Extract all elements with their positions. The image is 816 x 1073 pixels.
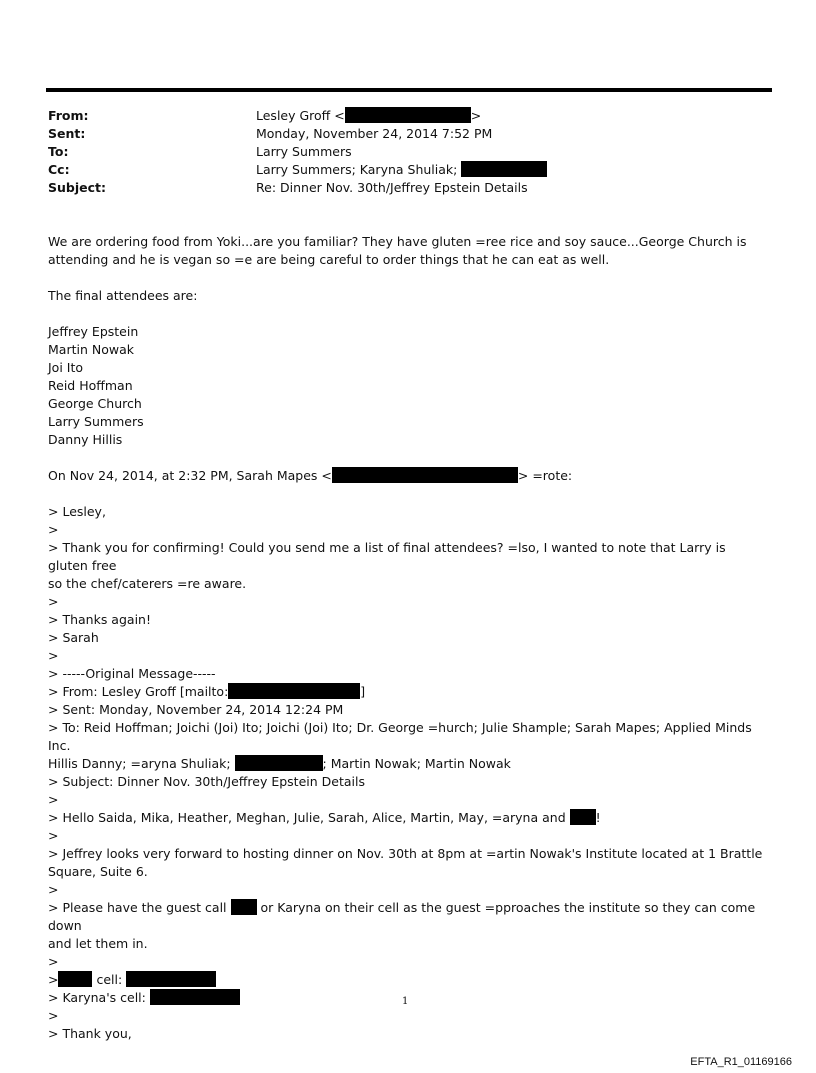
quoted-line: > cell: (48, 971, 768, 989)
quoted-line: > (48, 594, 59, 609)
quoted-line: > (48, 522, 59, 537)
quoted-line: and let them in. (48, 936, 148, 951)
quoted-line: > (48, 954, 59, 969)
to-row (48, 143, 547, 161)
body-text: attending and he is vegan so =e are being careful to order things that he can eat as well. (48, 252, 610, 267)
quoted-line: > (48, 828, 59, 843)
to-label: To: (48, 144, 69, 159)
quoted-line: > Lesley, (48, 504, 106, 519)
from-row (48, 107, 547, 125)
quoted-line: > Sent: Monday, November 24, 2014 12:24 PM (48, 702, 344, 717)
sent-row (48, 125, 547, 143)
quoted-line: Square, Suite 6. (48, 864, 148, 879)
quoted-line: > Sarah (48, 630, 99, 645)
attendee-item: Martin Nowak (48, 342, 134, 357)
quoted-line: > Thank you for confirming! Could you send me a list of final attendees? =lso, I wanted to note that Larry is gluten free (48, 540, 726, 573)
redaction-box (231, 899, 257, 915)
quoted-line: so the chef/caterers =re aware. (48, 576, 247, 591)
redaction-box (150, 989, 240, 1005)
email-header (48, 107, 547, 197)
redaction-box (461, 161, 547, 177)
quoted-line: > (48, 882, 59, 897)
quoted-line: > (48, 1008, 59, 1023)
redaction-box (126, 971, 216, 987)
quoted-line: > Subject: Dinner Nov. 30th/Jeffrey Epstein Details (48, 774, 365, 789)
quoted-line: Hillis Danny; =aryna Shuliak; ; Martin Nowak; Martin Nowak (48, 756, 511, 771)
quoted-line: > Hello Saida, Mika, Heather, Meghan, Julie, Sarah, Alice, Martin, May, =aryna and ! (48, 810, 601, 825)
redaction-box (235, 755, 323, 771)
quote-intro: On Nov 24, 2014, at 2:32 PM, Sarah Mapes < > =rote: (48, 468, 573, 483)
cc-row (48, 161, 547, 179)
quoted-line: > (48, 792, 59, 807)
quoted-line: > Karyna's cell: (48, 989, 768, 1007)
redaction-box (58, 971, 92, 987)
to-value: Larry Summers (256, 144, 352, 159)
redaction-box (345, 107, 471, 123)
header-rule (46, 88, 772, 92)
attendee-item: Larry Summers (48, 414, 144, 429)
page-number: 1 (402, 996, 409, 1007)
attendee-item: Reid Hoffman (48, 378, 133, 393)
redaction-box (570, 809, 596, 825)
quoted-line: > Please have the guest call or Karyna on their cell as the guest =pproaches the institute so they can come down (48, 900, 756, 933)
subject-label: Subject: (48, 180, 106, 195)
from-label: From: (48, 108, 89, 123)
from-value: Lesley Groff < > (256, 108, 482, 123)
quoted-line: > From: Lesley Groff [mailto: ] (48, 684, 366, 699)
sent-label: Sent: (48, 126, 86, 141)
quoted-line: > Thanks again! (48, 612, 151, 627)
quoted-line: > (48, 648, 59, 663)
quoted-line: > Jeffrey looks very forward to hosting dinner on Nov. 30th at 8pm at =artin Nowak's Institute located at 1 Brattle (48, 846, 763, 861)
quoted-line: > To: Reid Hoffman; Joichi (Joi) Ito; Joichi (Joi) Ito; Dr. George =hurch; Julie Shample; Sarah Mapes; Applied Minds Inc. (48, 720, 752, 753)
cc-label: Cc: (48, 162, 70, 177)
quoted-line: > Thank you, (48, 1026, 132, 1041)
sent-value: Monday, November 24, 2014 7:52 PM (256, 126, 493, 141)
redaction-box (228, 683, 360, 699)
subject-value: Re: Dinner Nov. 30th/Jeffrey Epstein Details (256, 180, 528, 195)
cc-value: Larry Summers; Karyna Shuliak; (256, 161, 547, 179)
quoted-line: > -----Original Message----- (48, 666, 216, 681)
attendee-item: Danny Hillis (48, 432, 123, 447)
attendee-item: George Church (48, 396, 142, 411)
body-text: The final attendees are: (48, 288, 198, 303)
attendee-item: Jeffrey Epstein (48, 324, 139, 339)
attendee-item: Joi Ito (48, 360, 84, 375)
redaction-box (332, 467, 518, 483)
email-body (48, 233, 768, 1043)
document-id: EFTA_R1_01169166 (690, 1056, 792, 1068)
body-text: We are ordering food from Yoki...are you familiar? They have gluten =ree rice and soy sauce...George Church is (48, 234, 747, 249)
subject-row (48, 179, 547, 197)
